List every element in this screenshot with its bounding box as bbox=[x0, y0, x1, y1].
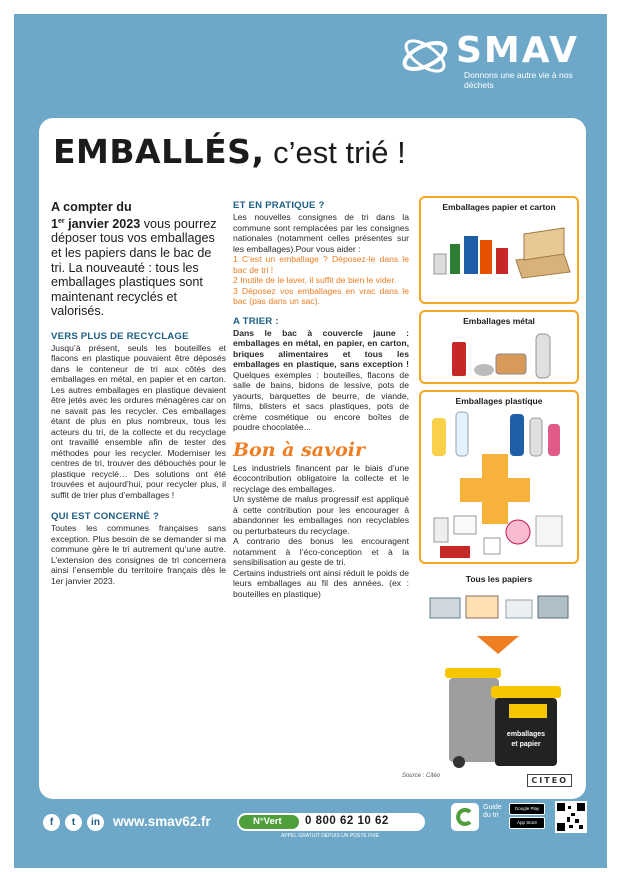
title-bold: EMBALLÉS, bbox=[53, 132, 265, 171]
google-play-badge[interactable]: Google Play bbox=[509, 803, 545, 815]
intro-lead-2b: janvier 2023 bbox=[64, 216, 141, 231]
app-store-badge[interactable]: App Store bbox=[509, 817, 545, 829]
text-pratique: Les nouvelles consignes de tri dans la commune sont remplacées par les consignes nationales (notamment celles présentes sur les emballages).Pour vous aider : bbox=[233, 212, 409, 254]
svg-text:et papier: et papier bbox=[511, 741, 541, 748]
citeo-logo: CITEO bbox=[527, 774, 572, 787]
heading-bon-a-savoir: Bon à savoir bbox=[233, 438, 366, 461]
bon-p4: Certains industriels ont ainsi réduit le poids de leurs emballages au fil des années. (ex : bouteilles en plastique) bbox=[233, 567, 409, 599]
text-trier: Dans le bac à couvercle jaune : emballages en métal, en papier, en carton, briques alimentaires et tous les emballages en plastique, sans exception ! Quelques exemples : bouteilles, flacons de salle de bains, bidons de lessive, pots de yaourts, barquettes de beurre, de viande, films, blisters et sacs plastiques, pots de crème cosmétique ou encore boîtes de poudre chocolatée... bbox=[233, 327, 409, 432]
recycling-bins-illustration bbox=[419, 632, 579, 772]
svg-text:emballages: emballages bbox=[506, 731, 546, 738]
linkedin-icon[interactable]: in bbox=[87, 814, 104, 831]
heading-concerne: QUI EST CONCERNÉ ? bbox=[51, 511, 160, 523]
qr-code-icon[interactable] bbox=[555, 801, 587, 833]
category-papier-label: Emballages papier et carton bbox=[442, 202, 556, 212]
nvert-note: APPEL GRATUIT DEPUIS UN POSTE FIXE bbox=[281, 833, 380, 839]
column-middle bbox=[233, 200, 409, 599]
paper-packaging-icon bbox=[424, 214, 574, 284]
content-card bbox=[39, 118, 586, 799]
nvert-phone[interactable] bbox=[237, 813, 425, 831]
category-metal bbox=[419, 310, 579, 384]
intro-lead-1: A compter du bbox=[51, 200, 132, 214]
bon-p2: Un système de malus progressif est appliqué à cette contribution pour les encourager à abandonner les emballages non recyclables ou perturbateurs du recyclage. bbox=[233, 494, 409, 536]
intro-lead-sup: er bbox=[58, 217, 65, 225]
facebook-icon[interactable]: f bbox=[43, 814, 60, 831]
twitter-icon[interactable]: t bbox=[65, 814, 82, 831]
category-papier-carton bbox=[419, 196, 579, 304]
heading-trier: A TRIER : bbox=[233, 315, 279, 327]
metal-packaging-icon bbox=[424, 328, 574, 384]
step-2: 2 Inutile de le laver, il suffit de bien le vider. bbox=[233, 275, 397, 285]
column-right bbox=[419, 196, 579, 777]
category-papiers bbox=[419, 570, 579, 626]
source-note: Source : Citéo bbox=[401, 773, 440, 779]
guide-du-tri-app-icon[interactable] bbox=[451, 803, 479, 831]
nvert-number: 0 800 62 10 62 bbox=[305, 815, 389, 827]
papers-icon bbox=[424, 586, 574, 624]
text-concerne: Toutes les communes françaises sans exception. Plus besoin de se demander si ma commune gère le tri autrement qu’une autre. L’extension des consignes de tri concernera ainsi l’ensemble du territoire français dès le 1er janvier 2023. bbox=[51, 523, 226, 586]
website-link[interactable]: www.smav62.fr bbox=[113, 814, 211, 829]
guide-du-tri-label: Guide du tri bbox=[483, 804, 502, 819]
title-rest: c’est trié ! bbox=[264, 135, 406, 170]
intro-lead-2a: 1 bbox=[51, 216, 59, 231]
category-metal-label: Emballages métal bbox=[463, 316, 535, 326]
plastic-packaging-icon bbox=[424, 408, 574, 564]
category-plastique bbox=[419, 390, 579, 564]
step-3: 3 Déposez vos emballages en vrac dans le bac (pas dans un sac). bbox=[233, 285, 409, 306]
column-left bbox=[51, 200, 226, 586]
logo-tagline: Donnons une autre vie à nos déchets bbox=[464, 70, 573, 90]
step-1: 1 C’est un emballage ? Déposez-le dans le bac de tri ! bbox=[233, 254, 409, 275]
footer bbox=[39, 804, 587, 844]
intro-lead bbox=[51, 200, 226, 319]
nvert-label: N°Vert bbox=[239, 815, 299, 829]
smav-logo bbox=[400, 30, 600, 100]
heading-recyclage: VERS PLUS DE RECYCLAGE bbox=[51, 330, 189, 342]
heading-pratique: ET EN PRATIQUE ? bbox=[233, 200, 325, 211]
text-recyclage: Jusqu’à présent, seuls les bouteilles et flacons en plastique pouvaient être déposés dans le conteneur de tri aux côtés des emballages en métal, en papier et en carton. Les autres emballages en plastique devaient être jetés avec les ordures ménagères car on ne savait pas les recycler. Ces emballages étant de plus en plus nombreux, tous les acteurs du tri, de la collecte et du recyclage ont travaillé ensemble afin de tester des méthodes pour les recycler. Moderniser les centres de tri, trouver des débouchés pour le plastique recyclé… Des solutions ont été trouvées et aujourd’hui, pour recycler plus, il suffit de trier plus d’emballages ! bbox=[51, 342, 226, 500]
bon-p3: A contrario des bonus les encouragent notamment à l’éco-conception et à la sensibilisation au geste de tri. bbox=[233, 536, 409, 567]
smav-logo-icon bbox=[400, 34, 450, 78]
intro-lead-2c: vous pourrez déposer tous vos emballages et les papiers dans le bac de tri. La nouveauté : tous les emballages plastiques sont maintenant recyclés et valorisés. bbox=[51, 216, 217, 319]
category-papiers-label: Tous les papiers bbox=[465, 574, 533, 584]
page-title bbox=[53, 132, 406, 171]
bon-p1: Les industriels financent par le biais d’une écocontribution obligatoire la collecte et le recyclage des emballages. bbox=[233, 462, 409, 494]
category-plastique-label: Emballages plastique bbox=[455, 396, 543, 406]
logo-wordmark: SMAV bbox=[456, 30, 580, 71]
